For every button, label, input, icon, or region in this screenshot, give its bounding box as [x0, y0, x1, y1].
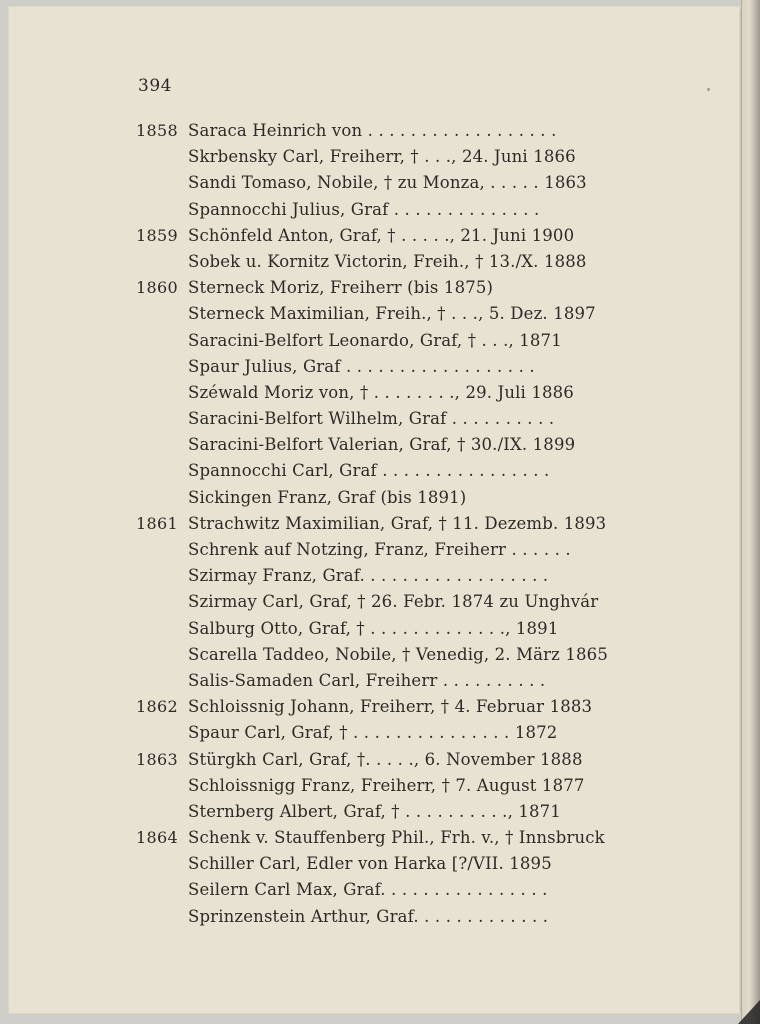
entry-text: Seilern Carl Max, Graf. . . . . . . . . . . . . . . . — [188, 880, 548, 900]
entry-row — [136, 799, 688, 825]
entry-text: Schiller Carl, Edler von Harka [?/VII. 1895 — [188, 854, 552, 874]
entry-row — [136, 144, 688, 170]
entry-text: Strachwitz Maximilian, Graf, † 11. Dezemb. 1893 — [188, 513, 607, 533]
entry-row — [136, 851, 688, 877]
entry-row — [136, 642, 688, 668]
entry-year: 1863 — [136, 749, 178, 769]
entry-text: Spannocchi Julius, Graf . . . . . . . . . . . . . . — [188, 199, 540, 219]
entry-row — [136, 589, 688, 615]
entry-text: Sobek u. Kornitz Victorin, Freih., † 13./X. 1888 — [188, 251, 587, 271]
entry-row — [136, 170, 688, 196]
entry-text: Schrenk auf Notzing, Franz, Freiherr . . . . . . — [188, 540, 571, 559]
entry-row — [136, 773, 688, 799]
entry-text: Szirmay Franz, Graf. . . . . . . . . . . . . . . . . . — [188, 566, 549, 586]
entry-row — [136, 904, 688, 930]
entry-text: Sterneck Maximilian, Freih., † . . ., 5. Dez. 1897 — [188, 304, 596, 324]
entry-text: Spaur Carl, Graf, † . . . . . . . . . . . . . . . 1872 — [188, 723, 558, 743]
entry-text: Schloissnig Johann, Freiherr, † 4. Februar 1883 — [188, 697, 593, 717]
entry-row — [136, 223, 688, 249]
entry-row — [136, 563, 688, 589]
entry-row — [136, 694, 688, 720]
entry-row — [136, 118, 688, 144]
entry-text: Sterneck Moriz, Freiherr (bis 1875) — [188, 278, 494, 298]
entry-text: Sickingen Franz, Graf (bis 1891) — [188, 487, 467, 507]
entry-year: 1860 — [136, 278, 178, 298]
entry-row — [136, 328, 688, 354]
entry-row — [136, 537, 688, 563]
entry-year: 1864 — [136, 828, 178, 848]
entry-row — [136, 432, 688, 458]
entry-text: Schenk v. Stauffenberg Phil., Frh. v., † Innsbruck — [188, 828, 605, 848]
entry-row — [136, 197, 688, 223]
ink-speck — [707, 88, 710, 91]
entry-text: Sternberg Albert, Graf, † . . . . . . . . . ., 1871 — [188, 801, 561, 821]
entry-text: Saracini-Belfort Valerian, Graf, † 30./IX. 1899 — [188, 435, 576, 455]
entry-row — [136, 668, 688, 694]
entry-text: Széwald Moriz von, † . . . . . . . ., 29. Juli 1886 — [188, 382, 574, 402]
entry-text: Saracini-Belfort Wilhelm, Graf . . . . . . . . . . — [188, 409, 555, 429]
entry-text: Skrbensky Carl, Freiherr, † . . ., 24. Juni 1866 — [188, 147, 576, 167]
entry-text: Schönfeld Anton, Graf, † . . . . ., 21. Juni 1900 — [188, 225, 575, 245]
entry-text: Salburg Otto, Graf, † . . . . . . . . . . . . ., 1891 — [188, 618, 559, 638]
entry-text: Sprinzenstein Arthur, Graf. . . . . . . . . . . . . — [188, 906, 549, 926]
entry-row — [136, 406, 688, 432]
entry-row — [136, 511, 688, 537]
entry-text: Spaur Julius, Graf . . . . . . . . . . . . . . . . . . — [188, 356, 535, 376]
entry-text: Sandi Tomaso, Nobile, † zu Monza, . . . . . 1863 — [188, 173, 587, 193]
entry-text: Scarella Taddeo, Nobile, † Venedig, 2. März 1865 — [188, 644, 608, 664]
entry-row — [136, 825, 688, 851]
entry-row — [136, 380, 688, 406]
entry-text: Saracini-Belfort Leonardo, Graf, † . . ., 1871 — [188, 330, 562, 350]
entry-row — [136, 747, 688, 773]
page-number: 394 — [138, 76, 172, 96]
entry-row — [136, 458, 688, 484]
entry-row — [136, 877, 688, 903]
entry-row — [136, 485, 688, 511]
entry-year: 1862 — [136, 697, 178, 717]
entry-text: Schloissnigg Franz, Freiherr, † 7. August 1877 — [188, 775, 585, 795]
entry-list — [136, 118, 688, 930]
entry-text: Saraca Heinrich von . . . . . . . . . . . . . . . . . . — [188, 121, 557, 140]
entry-row — [136, 275, 688, 301]
entry-row — [136, 616, 688, 642]
entry-row — [136, 720, 688, 746]
binding-shadow — [748, 0, 760, 1024]
entry-year: 1859 — [136, 225, 178, 245]
entry-year: 1861 — [136, 513, 178, 533]
entry-row — [136, 249, 688, 275]
entry-text: Salis-Samaden Carl, Freiherr . . . . . . . . . . — [188, 670, 546, 690]
entry-row — [136, 354, 688, 380]
entry-text: Stürgkh Carl, Graf, †. . . . ., 6. November 1888 — [188, 749, 583, 769]
book-page — [8, 6, 740, 1014]
entry-text: Spannocchi Carl, Graf . . . . . . . . . . . . . . . . — [188, 461, 550, 481]
entry-year: 1858 — [136, 121, 178, 140]
entry-row — [136, 301, 688, 327]
entry-text: Szirmay Carl, Graf, † 26. Febr. 1874 zu Unghvár — [188, 592, 599, 612]
